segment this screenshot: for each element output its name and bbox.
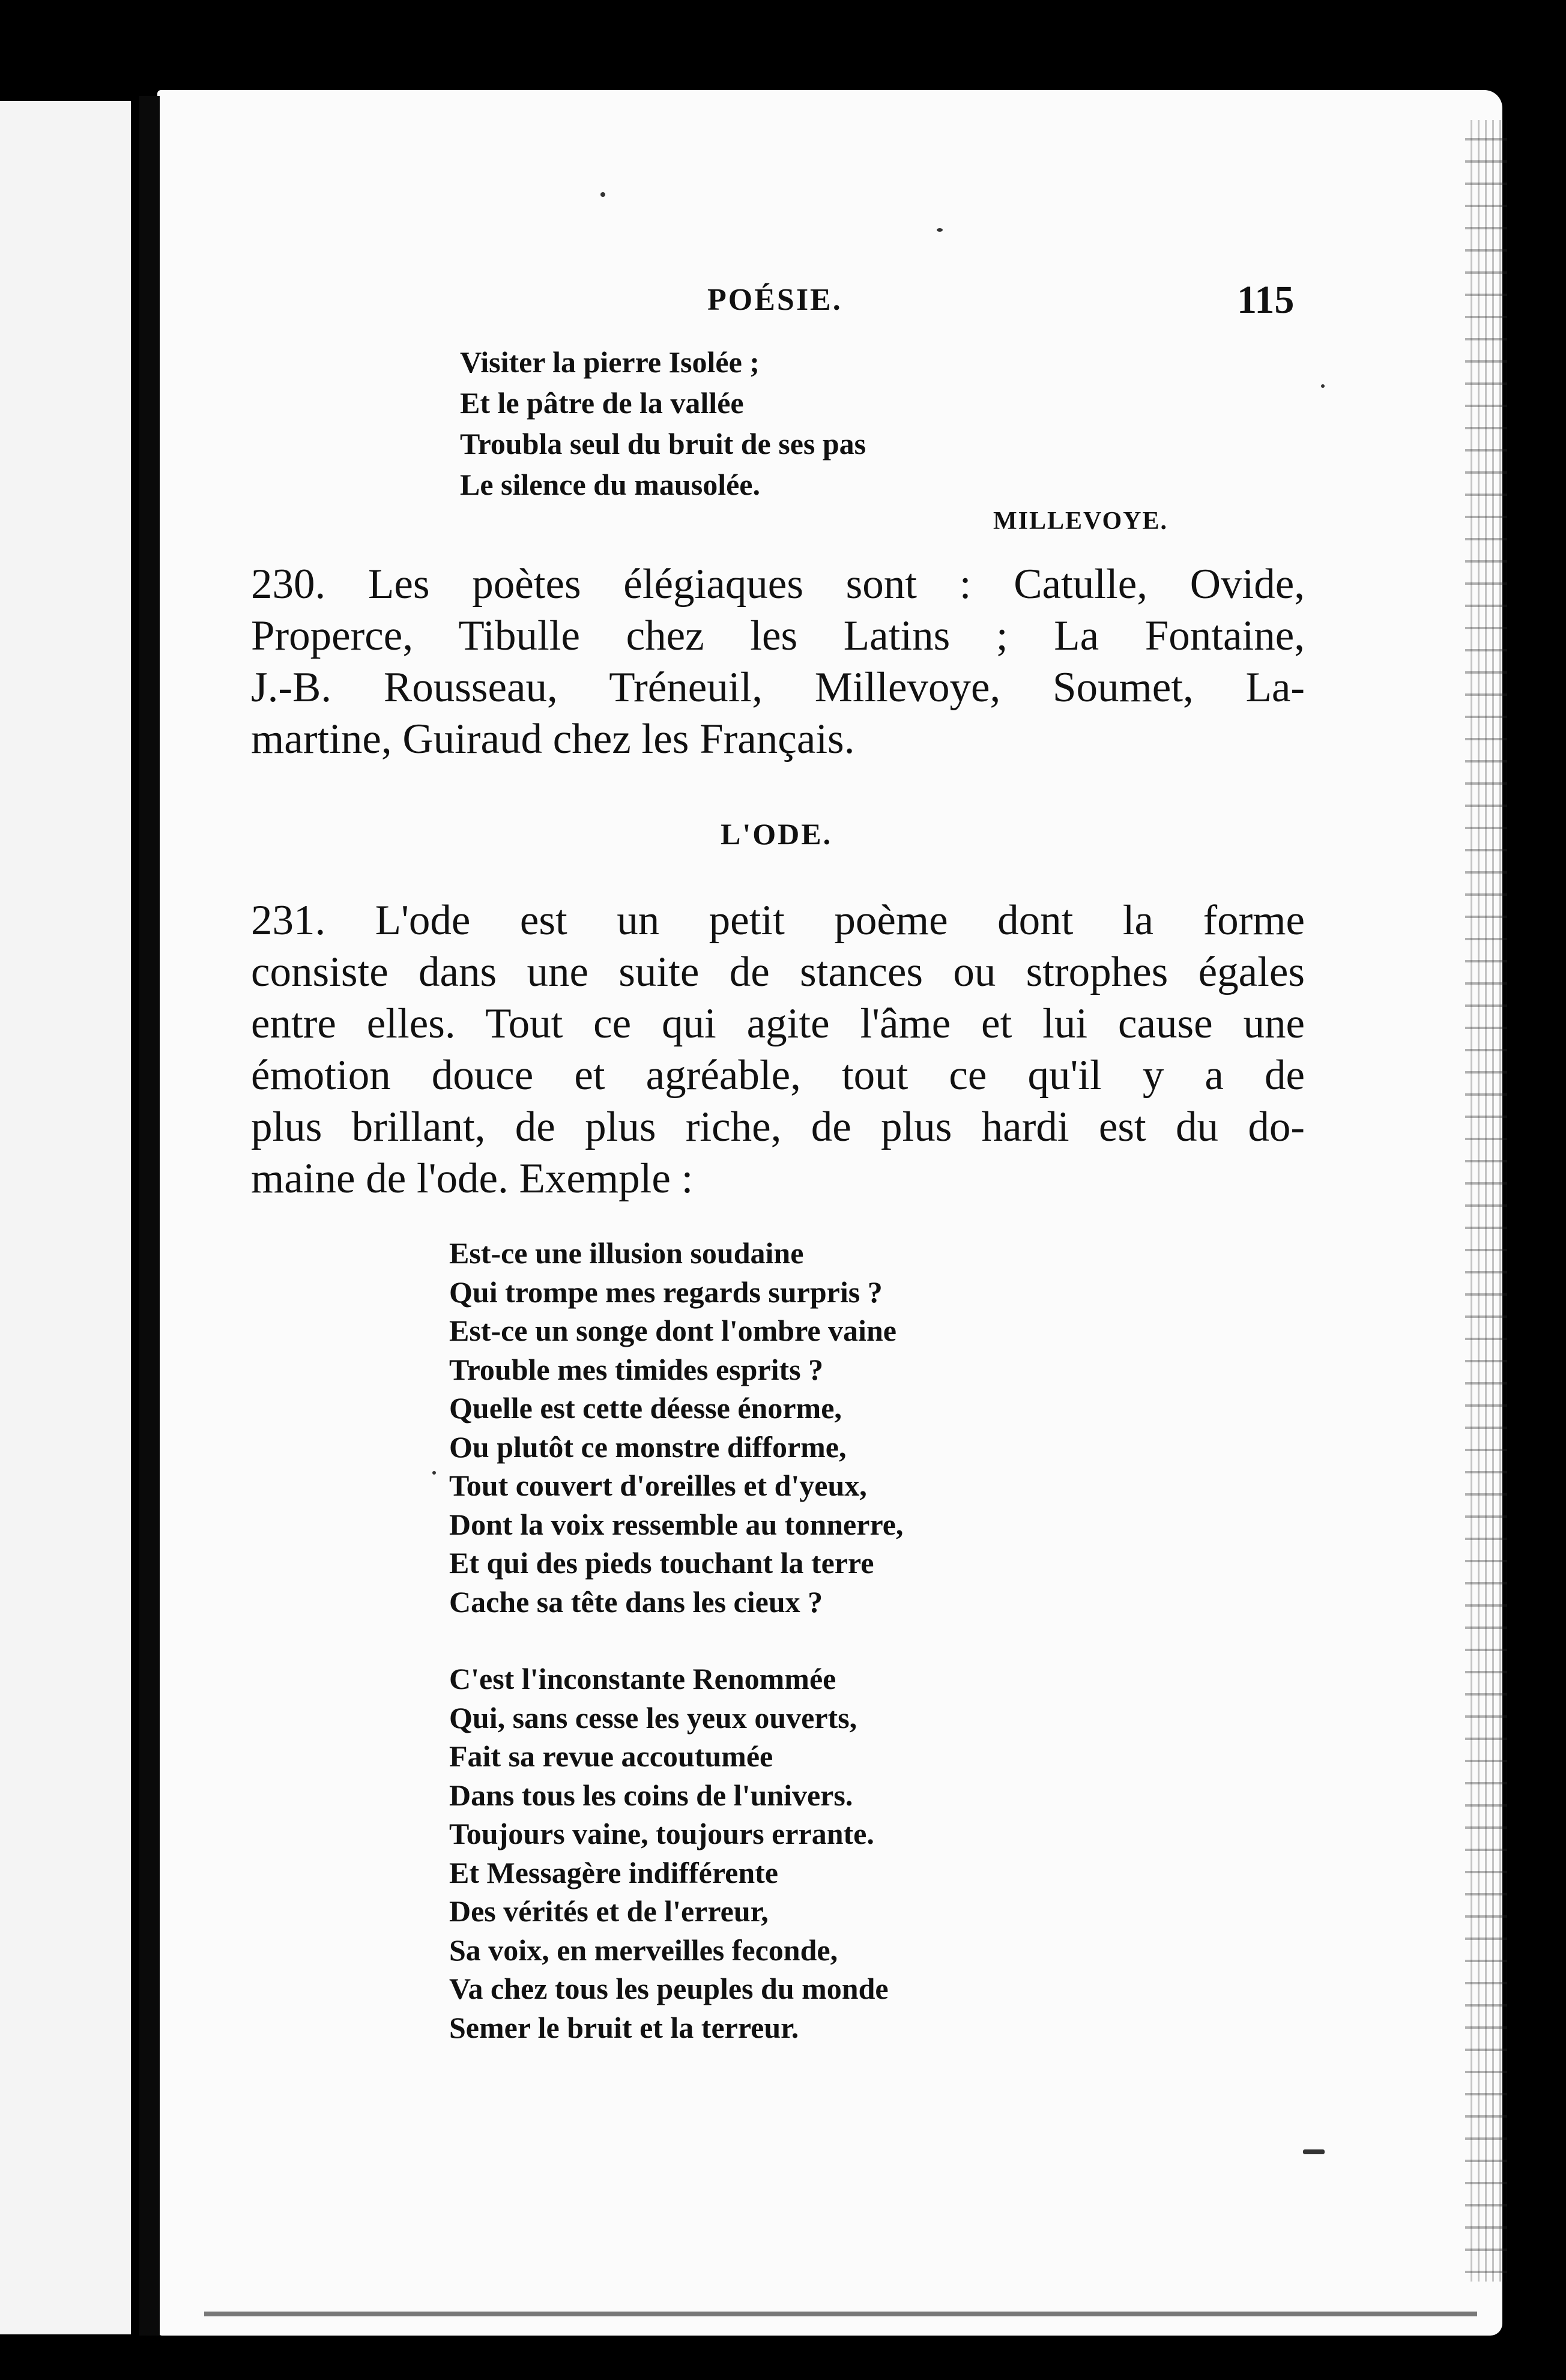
paragraph-line: martine, Guiraud chez les Français. xyxy=(251,716,855,763)
facing-page-edge xyxy=(0,101,131,2334)
verse-line: Cache sa tête dans les cieux ? xyxy=(449,1584,823,1619)
verse-line: Fait sa revue accoutumée xyxy=(449,1739,773,1773)
verse-line: Sa voix, en merveilles feconde, xyxy=(449,1933,838,1967)
scan-speck xyxy=(432,1471,436,1475)
page-bottom-edge xyxy=(204,2312,1477,2316)
verse-line: Et qui des pieds touchant la terre xyxy=(449,1546,874,1580)
section-heading: L'ODE. xyxy=(721,817,833,851)
paragraph-line: 230. Les poètes élégiaques sont : Catulle, Ovide, xyxy=(251,561,1305,608)
verse-line: Et le pâtre de la vallée xyxy=(460,386,744,420)
poem-excerpt-elegy xyxy=(460,347,866,510)
paragraph-line: 231. L'ode est un petit poème dont la forme xyxy=(251,897,1305,944)
verse-line: Visiter la pierre Isolée ; xyxy=(460,345,760,379)
running-head: POÉSIE. xyxy=(707,283,842,317)
paragraph-231 xyxy=(251,895,1305,1204)
poem-ode-example xyxy=(449,1238,903,2051)
verse-line: Toujours vaine, toujours errante. xyxy=(449,1817,874,1850)
binding-gutter xyxy=(139,96,160,2336)
verse-line: Semer le bruit et la terreur. xyxy=(449,2010,799,2044)
paragraph-line: maine de l'ode. Exemple : xyxy=(251,1155,694,1202)
paragraph-line: J.-B. Rousseau, Tréneuil, Millevoye, Soumet, La- xyxy=(251,664,1305,711)
paragraph-line: plus brillant, de plus riche, de plus hardi est du do- xyxy=(251,1104,1305,1150)
verse-line: Va chez tous les peuples du monde xyxy=(449,1972,889,2005)
paragraph-230 xyxy=(251,558,1305,765)
stanza-break xyxy=(449,1625,903,1664)
verse-line: Troubla seul du bruit de ses pas xyxy=(460,427,866,461)
scan-speck xyxy=(600,192,605,197)
paragraph-line: consiste dans une suite de stances ou strophes égales xyxy=(251,949,1305,995)
verse-line: Qui, sans cesse les yeux ouverts, xyxy=(449,1700,857,1735)
verse-line: Et Messagère indifférente xyxy=(449,1855,778,1889)
verse-line: Quelle est cette déesse énorme, xyxy=(449,1391,842,1425)
verse-line: Des vérités et de l'erreur, xyxy=(449,1894,769,1928)
paragraph-line: émotion douce et agréable, tout ce qu'il y a de xyxy=(251,1052,1305,1099)
verse-line: Trouble mes timides esprits ? xyxy=(449,1352,824,1386)
verse-line: Est-ce un songe dont l'ombre vaine xyxy=(449,1314,896,1347)
paragraph-line: entre elles. Tout ce qui agite l'âme et lui cause une xyxy=(251,1000,1305,1047)
verse-line: Qui trompe mes regards surpris ? xyxy=(449,1275,883,1309)
scan-speck xyxy=(1321,384,1325,388)
paragraph-line: Properce, Tibulle chez les Latins ; La Fontaine, xyxy=(251,612,1305,659)
verse-line: Tout couvert d'oreilles et d'yeux, xyxy=(449,1469,867,1502)
page-number: 115 xyxy=(1237,278,1295,322)
scan-speck xyxy=(937,228,943,232)
verse-line: Dont la voix ressemble au tonnerre, xyxy=(449,1507,904,1541)
verse-line: Dans tous les coins de l'univers. xyxy=(449,1778,853,1812)
verse-line: Ou plutôt ce monstre difforme, xyxy=(449,1430,847,1464)
verse-line: C'est l'inconstante Renommée xyxy=(449,1662,836,1696)
page-edge-noise xyxy=(1465,120,1507,2282)
scan-speck xyxy=(1303,2149,1325,2154)
poem-author: MILLEVOYE. xyxy=(993,507,1168,535)
verse-line: Le silence du mausolée. xyxy=(460,468,760,501)
verse-line: Est-ce une illusion soudaine xyxy=(449,1236,804,1270)
